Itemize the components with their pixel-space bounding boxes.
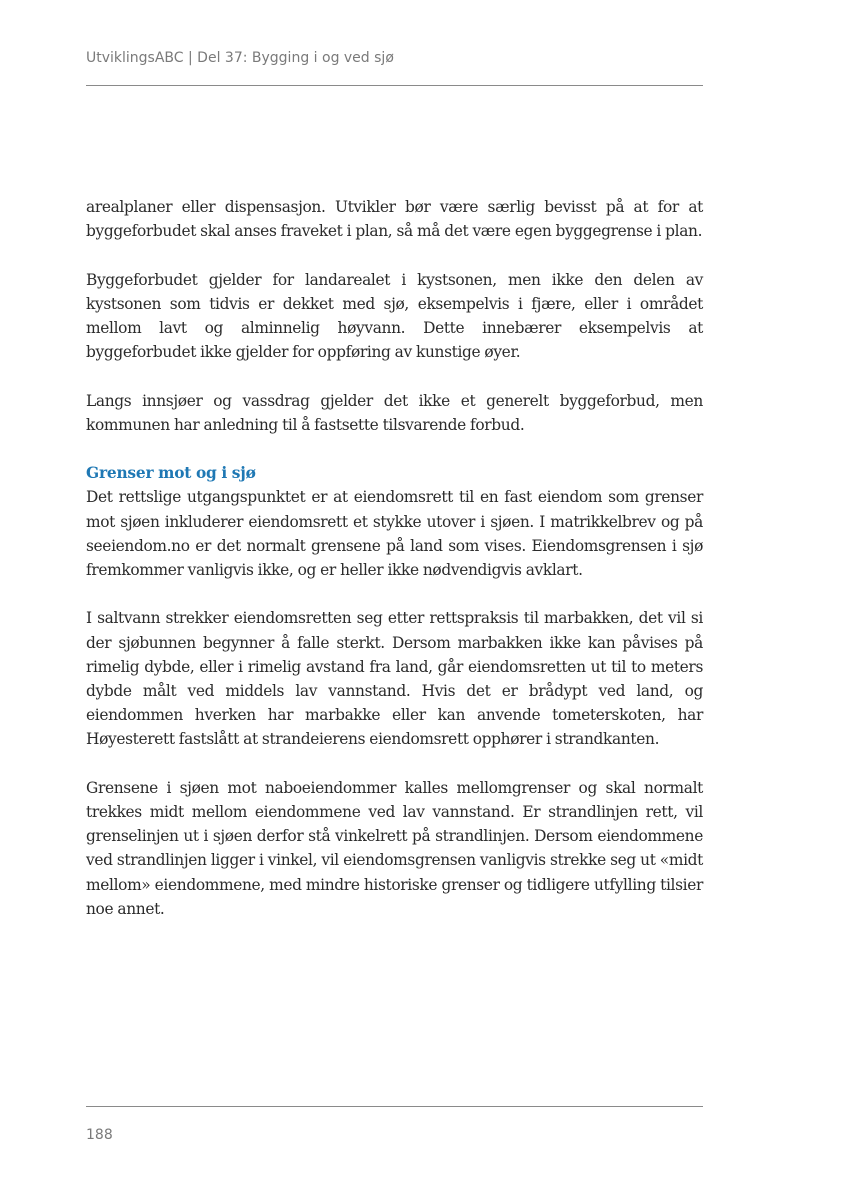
page-number: 188 — [86, 1127, 113, 1143]
paragraph: Langs innsjøer og vassdrag gjelder det ikke et generelt byggeforbud, men kommunen har anledning til å fastsette tilsvarende forbud. — [86, 391, 703, 434]
paragraph: I saltvann strekker eiendomsretten seg etter rettspraksis til marbakken, det vil si der sjøbunnen begynner å falle sterkt. Dersom marbakken ikke kan påvises på rimelig dybde, eller i rimelig avstand fra land, går eiendomsretten ut til to meters dybde målt ved middels lav vannstand. Hvis det er brådypt ved land, og eiendommen hverken har marbakke eller kan anvende tometerskoten, har Høyesterett fastslått at strandeierens eiendomsrett opphører i strandkanten. — [86, 609, 703, 749]
running-header: UtviklingsABC | Del 37: Bygging i og ved sjø — [86, 50, 394, 66]
footer-divider — [86, 1106, 703, 1107]
paragraph: arealplaner eller dispensasjon. Utvikler bør være særlig bevisst på at for at byggeforbudet skal anses fraveket i plan, så må det være egen byggegrense i plan. — [86, 198, 703, 241]
header-divider — [86, 85, 703, 86]
paragraph: Byggeforbudet gjelder for landarealet i kystsonen, men ikke den delen av kystsonen som tidvis er dekket med sjø, eksempelvis i fjære, eller i området mellom lavt og alminnelig høyvann. Dette innebærer eksempelvis at byggeforbudet ikke gjelder for oppføring av kunstige øyer. — [86, 270, 703, 362]
body-text — [86, 195, 703, 921]
paragraph: Det rettslige utgangspunktet er at eiendomsrett til en fast eiendom som grenser mot sjøen inkluderer eiendomsrett et stykke utover i sjøen. I matrikkelbrev og på seeiendom.no er det normalt grensene på land som vises. Eiendomsgrensen i sjø fremkommer vanligvis ikke, og er heller ikke nødvendigvis avklart. — [86, 488, 703, 579]
section-heading: Grenser mot og i sjø — [86, 464, 256, 483]
paragraph: Grensene i sjøen mot naboeiendommer kalles mellomgrenser og skal normalt trekkes midt mellom eiendommene ved lav vannstand. Er strandlinjen rett, vil grenselinjen ut i sjøen derfor stå vinkelrett på strandlinjen. Dersom eiendommene ved strandlinjen ligger i vinkel, vil eiendomsgrensen vanligvis strekke seg ut «midt mellom» eiendommene, med mindre historiske grenser og tidligere utfylling tilsier noe annet. — [86, 778, 703, 918]
